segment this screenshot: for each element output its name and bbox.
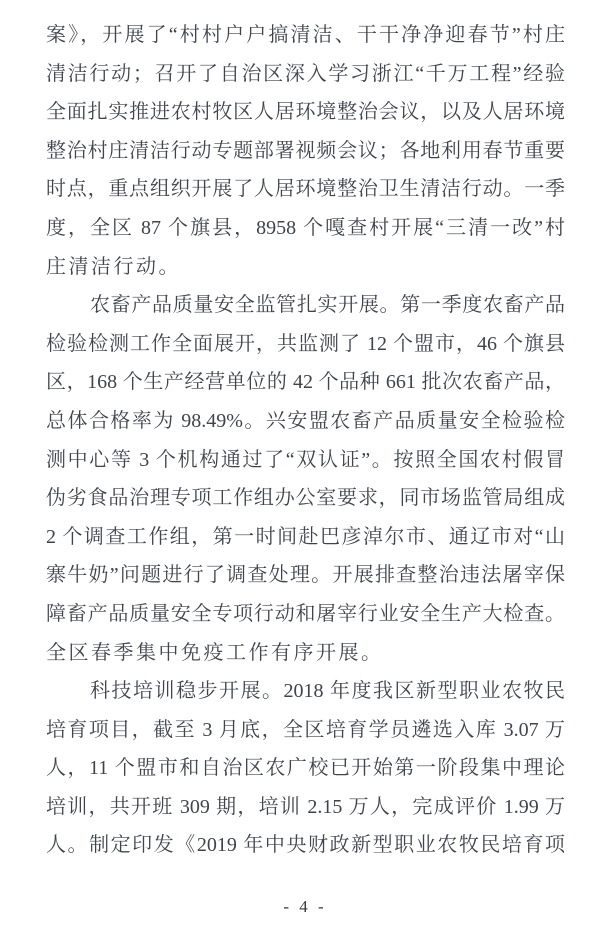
text-line: 庄清洁行动。 <box>46 255 181 278</box>
text-line: 培训，共开班 309 期，培训 2.15 万人，完成评价 1.99 万 <box>46 795 565 818</box>
text-line: 培育项目，截至 3 月底，全区培育学员遴选入库 3.07 万 <box>46 718 565 741</box>
document-body <box>46 16 565 865</box>
text-line: 2 个调查工作组，第一时间赴巴彦淖尔市、通辽市对“山 <box>46 525 565 548</box>
text-line: 时点，重点组织开展了人居环境整治卫生清洁行动。一季 <box>46 178 565 201</box>
text-line: 科技培训稳步开展。2018 年度我区新型职业农牧民 <box>90 680 565 703</box>
text-line: 检验检测工作全面展开，共监测了 12 个盟市，46 个旗县 <box>46 332 565 355</box>
text-line: 整治村庄清洁行动专题部署视频会议；各地利用春节重要 <box>46 139 565 162</box>
text-line: 障畜产品质量安全专项行动和屠宰行业安全生产大检查。 <box>46 602 565 625</box>
text-line: 清洁行动；召开了自治区深入学习浙江“千万工程”经验 <box>46 62 565 85</box>
text-line: 寨牛奶”问题进行了调查处理。开展排查整治违法屠宰保 <box>46 564 565 587</box>
text-line: 案》，开展了“村村户户搞清洁、干干净净迎春节”村庄 <box>46 24 565 46</box>
text-line: 区，168 个生产经营单位的 42 个品种 661 批次农畜产品， <box>46 371 565 394</box>
text-line: 全区春季集中免疫工作有序开展。 <box>46 641 384 664</box>
text-line: 全面扎实推进农村牧区人居环境整治会议，以及人居环境 <box>46 101 565 124</box>
text-line: 农畜产品质量安全监管扎实开展。第一季度农畜产品 <box>90 294 565 317</box>
paragraph <box>46 672 565 865</box>
page-number: - 4 - <box>283 897 327 916</box>
text-line: 测中心等 3 个机构通过了“双认证”。按照全国农村假冒 <box>46 448 565 471</box>
text-line: 人，11 个盟市和自治区农广校已开始第一阶段集中理论 <box>46 757 565 780</box>
text-line: 总体合格率为 98.49%。兴安盟农畜产品质量安全检验检 <box>46 409 565 432</box>
paragraph <box>46 286 565 672</box>
text-line: 人。制定印发《2019 年中央财政新型职业农牧民培育项 <box>46 834 565 857</box>
text-line: 度，全区 87 个旗县，8958 个嘎查村开展“三清一改”村 <box>46 216 565 239</box>
text-line: 伪劣食品治理专项工作组办公室要求，同市场监管局组成 <box>46 487 565 510</box>
paragraph <box>46 16 565 286</box>
